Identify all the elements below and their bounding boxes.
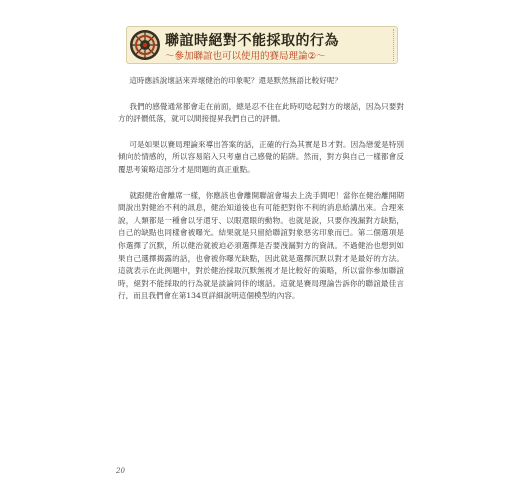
paragraph-1: 這時應該說壞話來弄壞健治的印象呢？還是默然無語比較好呢？	[129, 76, 343, 85]
page-subtitle: ～參加聯誼也可以使用的賽局理論②～	[165, 51, 326, 62]
dartboard-icon	[129, 29, 161, 61]
paragraph-4: 就跟健治會離席一樣，你應該也會離開聯誼會場去上洗手間吧！當你在健治離開期間說出對健治不利的訊息，健治知道後也有可能把對你不利的消息給講出來。合理來說，人類都是一種會以牙還牙、以眼還眼的動物。也就是說，只要你洩漏對方缺點，自己的缺點也同樣會被曝光。結果就是只留給聯誼對象惡劣印象而已。第二個選項是你選擇了沉默，所以健治就被迫必須選擇是否要洩漏對方的資訊。不過健治也想到如果自己選擇揭露的話，也會被你曝光缺點，因此就是選擇沉默以對才是最好的方法。這就表示在此例題中，對於健治採取沉默無視才是比較好的策略，所以當你參加聯誼時，絕對不能採取的行為就是談論同伴的壞話。這就是賽局理論告訴你的聯誼最佳言行，而且我們會在第134頁詳細說明這個模型的內容。	[118, 190, 404, 301]
page-number: 20	[116, 467, 125, 475]
paragraph-3: 可是如果以賽局理論來導出答案的話，正確的行為其實是Ｂ才對。因為戀愛是特別傾向於情感的，所以容易陷入只考慮自己感覺的陷阱。然而，對方與自己一樣都會反覆思考策略這部分才是問題的真正重點。	[118, 139, 404, 174]
page-title: 聯誼時絕對不能採取的行為	[165, 33, 339, 49]
body-text	[118, 75, 404, 316]
section-banner	[126, 26, 398, 64]
paragraph-2: 我們的感覺通常都會走在前面，總是忍不住在此時叨唸起對方的壞話，因為只要對方的評價低落，就可以間接提昇我們自己的評價。	[118, 101, 404, 124]
banner-stitch-decoration	[391, 29, 394, 61]
